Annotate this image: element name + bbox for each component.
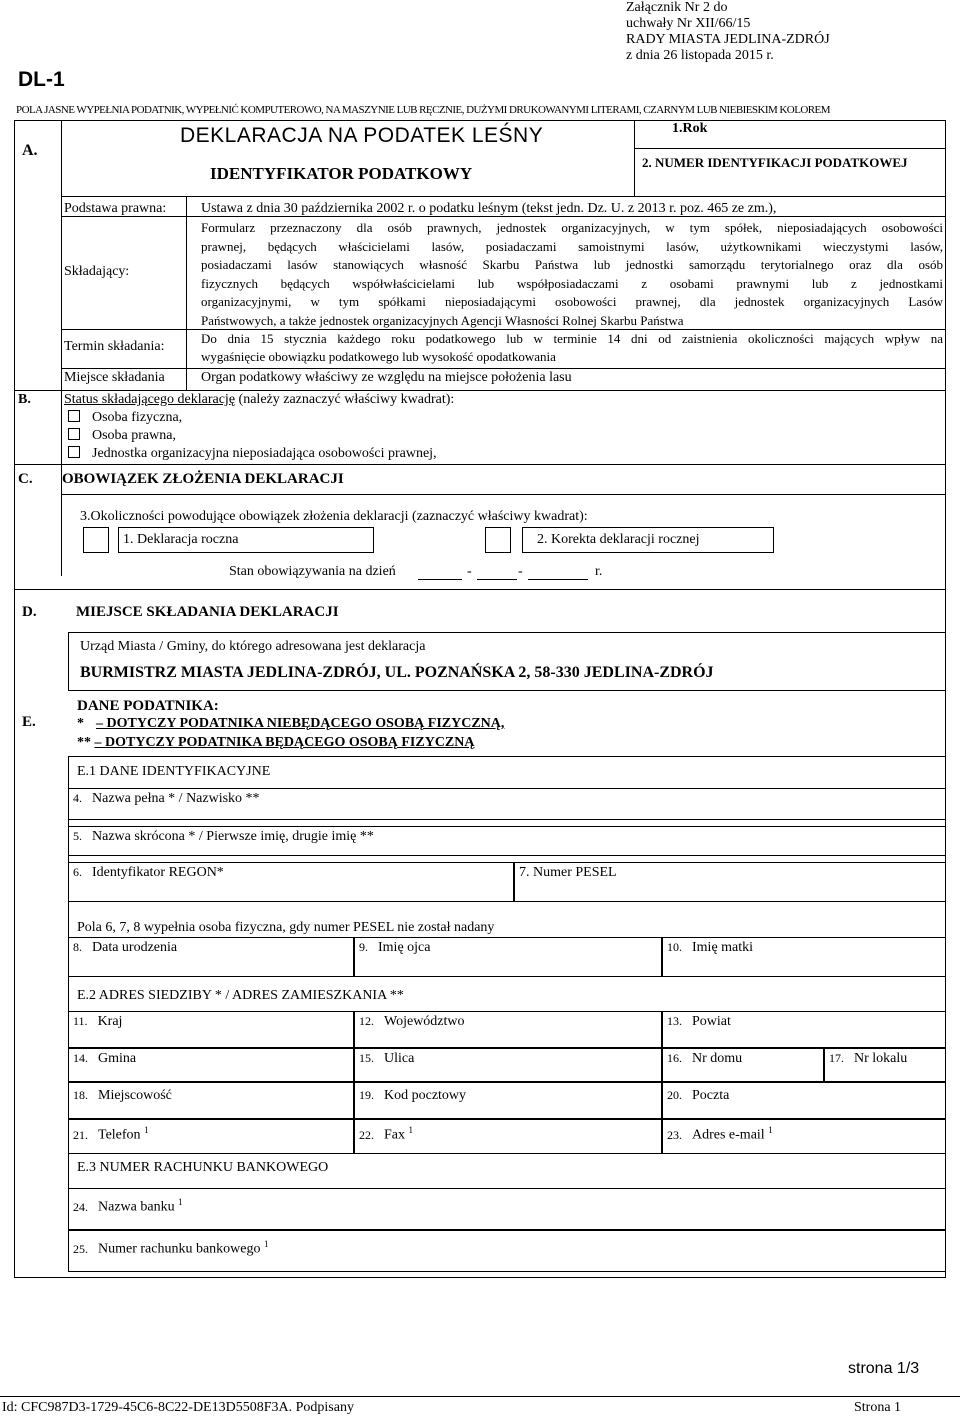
footer-line bbox=[0, 1396, 960, 1397]
validity-month-input[interactable] bbox=[477, 579, 517, 580]
checkbox-icon[interactable] bbox=[68, 428, 80, 440]
section-d-top-line bbox=[14, 589, 946, 590]
filer-line-5: organizacyjnymi, w tym spółkami nieposiadającymi osobowości prawnej, dla jednostek organizacyjnych Lasów bbox=[201, 294, 943, 309]
non-natural-person-note bbox=[77, 716, 504, 732]
info-row-line bbox=[61, 368, 946, 369]
field-label: 7. Numer PESEL bbox=[519, 865, 617, 880]
deadline-label: Termin składania: bbox=[64, 339, 165, 354]
filer-label: Składający: bbox=[64, 264, 130, 279]
deadline-text bbox=[201, 330, 943, 366]
section-a-letter: A. bbox=[22, 142, 38, 159]
tax-office-label: Urząd Miasta / Gminy, do którego adresowana jest deklaracja bbox=[80, 639, 426, 654]
field-label: Telefon bbox=[98, 1127, 141, 1143]
attachment-line-2: uchwały Nr XII/66/15 bbox=[626, 16, 751, 31]
filer-line-6: Państwowych, a także jednostek organizacyjnych Agencji Własności Rolnej Skarbu Państwa bbox=[201, 312, 684, 328]
natural-person-label: DOTYCZY PODATNIKA BĘDĄCEGO OSOBĄ FIZYCZNĄ bbox=[105, 735, 475, 750]
form-code: DL-1 bbox=[18, 68, 65, 91]
field-number: 8. bbox=[73, 940, 82, 954]
field-number: 11. bbox=[73, 1014, 88, 1028]
field-full-name[interactable] bbox=[68, 788, 946, 820]
field-bank-name[interactable] bbox=[68, 1188, 946, 1230]
field-short-name[interactable] bbox=[68, 826, 946, 856]
filer-line-1: Formularz przeznaczony dla osób prawnych, jednostek organizacyjnych, w tym spółek, nieposiadających osobowości bbox=[201, 220, 943, 235]
field-number: 19. bbox=[359, 1088, 374, 1102]
field-label: Nazwa pełna * / Nazwisko ** bbox=[92, 791, 260, 806]
field-street[interactable] bbox=[354, 1048, 662, 1082]
validity-day-input[interactable] bbox=[418, 579, 462, 580]
field-pesel[interactable] bbox=[514, 862, 946, 902]
field-bank-account[interactable] bbox=[68, 1230, 946, 1272]
e1-title: E.1 DANE IDENTYFIKACYJNE bbox=[77, 764, 271, 779]
checkbox-icon[interactable] bbox=[68, 410, 80, 422]
status-label: Status składającego deklarację bbox=[64, 392, 236, 407]
status-hint: (należy zaznaczyć właściwy kwadrat): bbox=[235, 392, 455, 407]
fill-instruction: POLA JASNE WYPEŁNIA PODATNIK, WYPEŁNIĆ KOMPUTEROWO, NA MASZYNIE LUB RĘCZNIE, DUŻYMI DRUKOWANYMI LITERAMI, CZARNYM LUB NIEBIESKIM KOLOREM bbox=[16, 104, 830, 116]
field-number: 10. bbox=[667, 940, 682, 954]
field-label: Nazwa banku bbox=[98, 1199, 175, 1215]
field-mother-name[interactable] bbox=[662, 937, 946, 977]
tax-office-value: BURMISTRZ MIASTA JEDLINA-ZDRÓJ, UL. POZNAŃSKA 2, 58-330 JEDLINA-ZDRÓJ bbox=[80, 664, 714, 681]
nip-field-label[interactable]: 2. NUMER IDENTYFIKACJI PODATKOWEJ bbox=[642, 155, 908, 170]
field-label: Nr lokalu bbox=[854, 1051, 908, 1066]
field-number: 15. bbox=[359, 1051, 374, 1065]
field-number: 23. bbox=[667, 1127, 682, 1142]
field-father-name[interactable] bbox=[354, 937, 662, 977]
legal-basis-label: Podstawa prawna: bbox=[64, 201, 167, 216]
validity-date-label: Stan obowiązywania na dzień bbox=[229, 564, 396, 579]
e2-title: E.2 ADRES SIEDZIBY * / ADRES ZAMIESZKANIA ** bbox=[77, 988, 404, 1003]
correction-declaration-label: 2. Korekta deklaracji rocznej bbox=[537, 532, 700, 547]
field-fax[interactable] bbox=[354, 1119, 662, 1154]
field-label: Nr domu bbox=[692, 1051, 743, 1066]
field-label: Miejscowość bbox=[98, 1088, 172, 1103]
field-label: Nazwa skrócona * / Pierwsze imię, drugie imię ** bbox=[92, 829, 374, 844]
field-voivodeship[interactable] bbox=[354, 1011, 662, 1048]
field-birth-date[interactable] bbox=[68, 937, 354, 977]
field-label: Ulica bbox=[384, 1051, 415, 1066]
field-number: 14. bbox=[73, 1051, 88, 1065]
footnote-marker: 1 bbox=[144, 1125, 149, 1135]
circumstances-label: 3.Okoliczności powodujące obowiązek złożenia deklaracji (zaznaczyć właściwy kwadrat): bbox=[80, 509, 588, 524]
field-apartment-number[interactable] bbox=[824, 1048, 946, 1082]
field-municipality[interactable] bbox=[68, 1048, 354, 1082]
section-d-letter: D. bbox=[22, 604, 37, 620]
section-d-title: MIEJSCE SKŁADANIA DEKLARACJI bbox=[76, 604, 339, 620]
annual-declaration-label: 1. Deklaracja roczna bbox=[123, 532, 239, 547]
footnote-marker: 1 bbox=[178, 1197, 183, 1207]
field-country[interactable] bbox=[68, 1011, 354, 1048]
annual-declaration-option[interactable] bbox=[118, 527, 374, 553]
section-letter-column-divider bbox=[61, 120, 62, 576]
status-option-label: Jednostka organizacyjna nieposiadająca osobowości prawnej, bbox=[92, 446, 437, 461]
correction-declaration-option[interactable] bbox=[522, 527, 774, 553]
validity-dash-1: - bbox=[467, 564, 472, 579]
status-option-legal-person[interactable] bbox=[68, 428, 176, 444]
status-option-label: Osoba fizyczna, bbox=[92, 410, 183, 425]
status-option-label: Osoba prawna, bbox=[92, 428, 176, 443]
attachment-note bbox=[626, 0, 830, 64]
field-number: 25. bbox=[73, 1241, 88, 1256]
footer-page: Strona 1 bbox=[854, 1400, 902, 1415]
field-label: Numer rachunku bankowego bbox=[98, 1241, 261, 1257]
status-instruction bbox=[64, 392, 454, 408]
field-label: Data urodzenia bbox=[92, 940, 178, 955]
field-number: 16. bbox=[667, 1051, 682, 1065]
field-label: Identyfikator REGON* bbox=[92, 865, 224, 880]
field-post-office[interactable] bbox=[662, 1082, 946, 1119]
field-label: Poczta bbox=[692, 1088, 730, 1103]
field-number: 20. bbox=[667, 1088, 682, 1102]
validity-dash-2: - bbox=[518, 564, 523, 579]
field-number: 5. bbox=[73, 829, 82, 843]
field-label: Kod pocztowy bbox=[384, 1088, 467, 1103]
non-natural-person-text: – DOTYCZY PODATNIKA NIEBĘDĄCEGO OSOBĄ FIZYCZNĄ, bbox=[96, 716, 505, 731]
header-mid-line bbox=[634, 148, 946, 149]
filer-line-4: fizycznych będących współwłaścicielami lub współposiadaczami z osobami prawnymi lub z jednostkami bbox=[201, 275, 943, 291]
field-label: Imię matki bbox=[692, 940, 754, 955]
field-number: 4. bbox=[73, 791, 82, 805]
field-regon[interactable] bbox=[68, 862, 514, 902]
field-postal-code[interactable] bbox=[354, 1082, 662, 1119]
footnote-marker: 1 bbox=[768, 1125, 773, 1135]
filer-line-3: posiadaczami lasów stanowiących własność Skarbu Państwa lub jednostki samorządu terytorialnego oraz dla osób bbox=[201, 257, 943, 272]
e3-title: E.3 NUMER RACHUNKU BANKOWEGO bbox=[77, 1160, 329, 1175]
field-label: Fax bbox=[384, 1127, 405, 1143]
field-number: 12. bbox=[359, 1014, 374, 1028]
taxpayer-identifier-heading: IDENTYFIKATOR PODATKOWY bbox=[210, 164, 473, 183]
legal-basis-text: Ustawa z dnia 30 października 2002 r. o podatku leśnym (tekst jedn. Dz. U. z 2013 r. poz. 465 ze zm.), bbox=[201, 201, 777, 216]
deadline-line-1: Do dnia 15 stycznia każdego roku podatkowego lub w terminie 14 dni od zaistnienia okoliczności mających wpływ na bbox=[201, 331, 943, 346]
attachment-line-3: RADY MIASTA JEDLINA-ZDRÓJ bbox=[626, 32, 830, 47]
filing-place-label: Miejsce składania bbox=[64, 370, 165, 385]
field-house-number[interactable] bbox=[662, 1048, 824, 1082]
section-b-letter: B. bbox=[18, 392, 31, 407]
field-number: 17. bbox=[829, 1051, 844, 1065]
document-id: Id: CFC987D3-1729-45C6-8C22-DE13D5508F3A. Podpisany bbox=[2, 1400, 354, 1415]
filing-place-text: Organ podatkowy właściwy ze względu na miejsce położenia lasu bbox=[201, 370, 572, 385]
field-number: 24. bbox=[73, 1199, 88, 1214]
correction-declaration-checkbox[interactable] bbox=[485, 527, 511, 553]
field-number: 22. bbox=[359, 1127, 374, 1142]
attachment-line-1: Załącznik Nr 2 do bbox=[626, 0, 728, 15]
validity-year-input[interactable] bbox=[528, 579, 588, 580]
section-c-top-line bbox=[14, 464, 946, 465]
header-divider bbox=[634, 120, 635, 196]
section-c-title: OBOWIĄZEK ZŁOŻENIA DEKLARACJI bbox=[62, 471, 344, 487]
natural-person-text: – DOTYCZY PODATNIKA BĘDĄCEGO OSOBĄ FIZYCZNĄ bbox=[94, 735, 475, 750]
natural-person-note bbox=[77, 735, 475, 751]
single-asterisk: * bbox=[77, 716, 84, 731]
header-bottom-line bbox=[61, 196, 946, 197]
year-field-label[interactable]: 1.Rok bbox=[672, 121, 708, 136]
section-e-title: DANE PODATNIKA: bbox=[77, 698, 219, 714]
attachment-line-4: z dnia 26 listopada 2015 r. bbox=[626, 48, 774, 63]
pesel-note: Pola 6, 7, 8 wypełnia osoba fizyczna, gdy numer PESEL nie został nadany bbox=[77, 920, 495, 935]
section-c-title-line bbox=[61, 494, 946, 495]
status-option-organizational-unit[interactable] bbox=[68, 446, 437, 462]
field-county[interactable] bbox=[662, 1011, 946, 1048]
field-number: 9. bbox=[359, 940, 368, 954]
field-label: Kraj bbox=[97, 1014, 123, 1029]
section-e-letter: E. bbox=[22, 714, 36, 730]
footnote-marker: 1 bbox=[408, 1125, 413, 1135]
field-locality[interactable] bbox=[68, 1082, 354, 1119]
section-c-letter: C. bbox=[18, 471, 33, 487]
section-b-top-line bbox=[14, 390, 946, 391]
field-number: 6. bbox=[73, 865, 82, 879]
field-number: 13. bbox=[667, 1014, 682, 1028]
filer-line-2: prawnej, będących właścicielami lasów, posiadaczami samoistnymi lasów, użytkownikami wieczystymi lasów, bbox=[201, 238, 943, 254]
field-label: Gmina bbox=[98, 1051, 137, 1066]
non-natural-person-label: DOTYCZY PODATNIKA NIEBĘDĄCEGO OSOBĄ FIZYCZNĄ, bbox=[106, 716, 505, 731]
info-label-divider bbox=[186, 196, 187, 390]
info-row-line bbox=[61, 216, 946, 217]
page-number: strona 1/3 bbox=[848, 1360, 920, 1377]
filer-description bbox=[201, 219, 943, 330]
checkbox-icon[interactable] bbox=[68, 446, 80, 458]
footnote-marker: 1 bbox=[264, 1239, 269, 1249]
validity-year-suffix: r. bbox=[595, 564, 603, 579]
field-phone[interactable] bbox=[68, 1119, 354, 1154]
field-email[interactable] bbox=[662, 1119, 946, 1154]
field-label: Powiat bbox=[692, 1014, 731, 1029]
field-number: 21. bbox=[73, 1127, 88, 1142]
deadline-line-2: wygaśnięcie obowiązku podatkowego lub wysokość opodatkowania bbox=[201, 349, 556, 364]
annual-declaration-checkbox[interactable] bbox=[83, 527, 109, 553]
double-asterisk: ** bbox=[77, 735, 91, 750]
field-label: Imię ojca bbox=[378, 940, 431, 955]
status-option-natural-person[interactable] bbox=[68, 410, 182, 426]
field-number: 18. bbox=[73, 1088, 88, 1102]
form-title: DEKLARACJA NA PODATEK LEŚNY bbox=[180, 124, 544, 147]
field-label: Adres e-mail bbox=[692, 1127, 765, 1143]
field-label: Województwo bbox=[384, 1014, 465, 1029]
